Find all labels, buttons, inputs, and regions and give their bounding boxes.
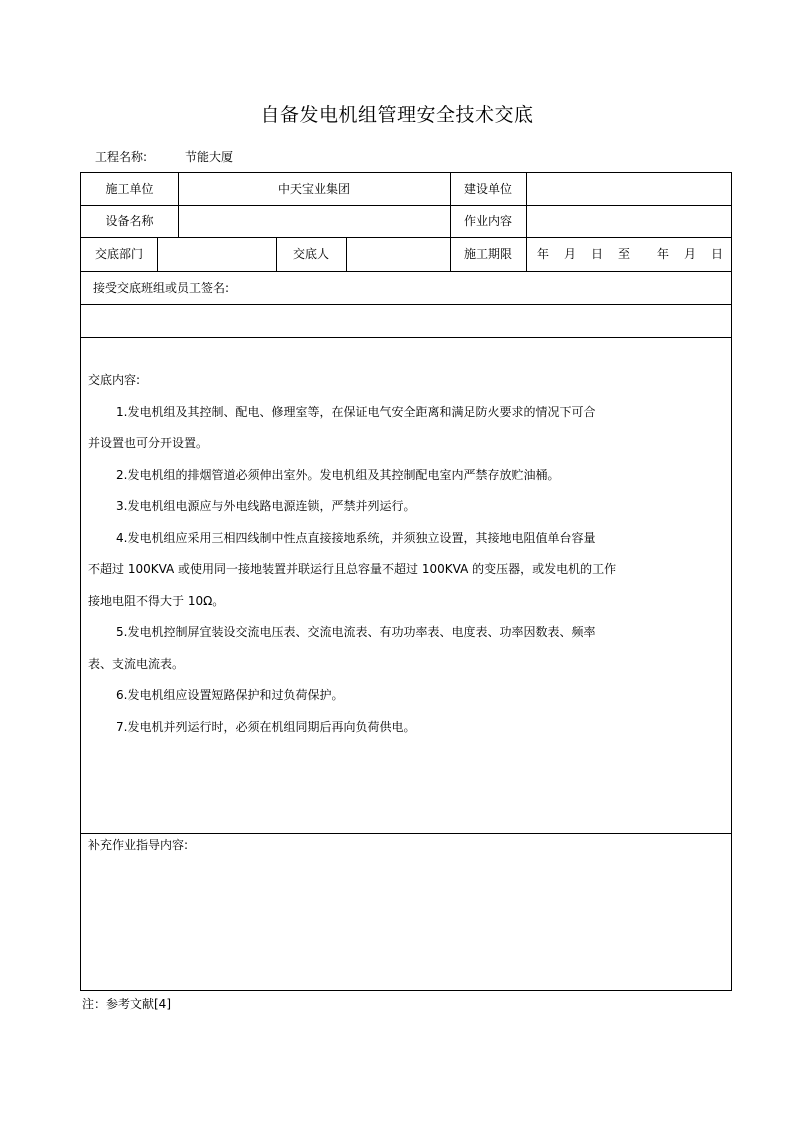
period-start-month: 月 bbox=[564, 247, 577, 261]
project-label: 工程名称: bbox=[95, 150, 148, 164]
signature-label: 接受交底班组或员工签名: bbox=[93, 281, 230, 295]
row-divider bbox=[81, 337, 731, 338]
content-line: 6.发电机组应设置短路保护和过负荷保护。 bbox=[116, 688, 344, 702]
footnote: 注：参考文献[4] bbox=[82, 997, 171, 1011]
period-to: 至 bbox=[618, 247, 631, 261]
period-label: 施工期限 bbox=[463, 247, 512, 261]
period-end-day: 日 bbox=[711, 247, 724, 261]
dept-label: 交底部门 bbox=[94, 247, 143, 261]
period-start-year: 年 bbox=[537, 247, 550, 261]
row-divider bbox=[81, 833, 731, 834]
col-divider bbox=[346, 237, 347, 271]
content-line: 7.发电机并列运行时，必须在机组同期后再向负荷供电。 bbox=[116, 719, 416, 734]
period-end-month: 月 bbox=[684, 247, 697, 261]
row-divider bbox=[81, 271, 731, 272]
disclosure-form bbox=[80, 172, 732, 991]
content-line: 2.发电机组的排烟管道必须伸出室外。发电机组及其控制配电室内严禁存放贮油桶。 bbox=[116, 467, 560, 482]
col-divider bbox=[526, 173, 527, 271]
content-line: 接地电阻不得大于 10Ω。 bbox=[88, 593, 225, 608]
project-value: 节能大厦 bbox=[185, 150, 234, 164]
supplement-label: 补充作业指导内容: bbox=[88, 838, 189, 852]
disclosure-content bbox=[88, 373, 728, 751]
content-line: 1.发电机组及其控制、配电、修理室等，在保证电气安全距离和满足防火要求的情况下可合 bbox=[116, 404, 596, 419]
content-line: 并设置也可分开设置。 bbox=[88, 436, 209, 450]
content-line: 3.发电机组电源应与外电线路电源连锁，严禁并列运行。 bbox=[116, 499, 416, 513]
row-divider bbox=[81, 304, 731, 305]
project-row bbox=[95, 148, 233, 165]
period-end-year: 年 bbox=[657, 247, 670, 261]
construction-unit-value: 中天宝业集团 bbox=[277, 182, 350, 196]
row-divider bbox=[81, 237, 731, 238]
document-title: 自备发电机组管理安全技术交底 bbox=[260, 104, 534, 126]
person-label: 交底人 bbox=[292, 247, 329, 261]
builder-label: 建设单位 bbox=[463, 182, 512, 196]
col-divider bbox=[157, 237, 158, 271]
content-line: 4.发电机组应采用三相四线制中性点直接接地系统，并须独立设置，其接地电阻值单台容量 bbox=[116, 530, 596, 545]
period-start-day: 日 bbox=[591, 247, 604, 261]
work-content-label: 作业内容 bbox=[463, 214, 512, 228]
content-heading: 交底内容: bbox=[88, 373, 141, 387]
content-line: 5.发电机控制屏宜装设交流电压表、交流电流表、有功功率表、电度表、功率因数表、频率 bbox=[116, 625, 596, 639]
content-line: 不超过 100KVA 或使用同一接地装置并联运行且总容量不超过 100KVA 的变压器，或发电机的工作 bbox=[88, 562, 617, 576]
construction-unit-label: 施工单位 bbox=[105, 182, 154, 196]
equipment-label: 设备名称 bbox=[105, 214, 154, 228]
content-line: 表、支流电流表。 bbox=[88, 656, 185, 671]
